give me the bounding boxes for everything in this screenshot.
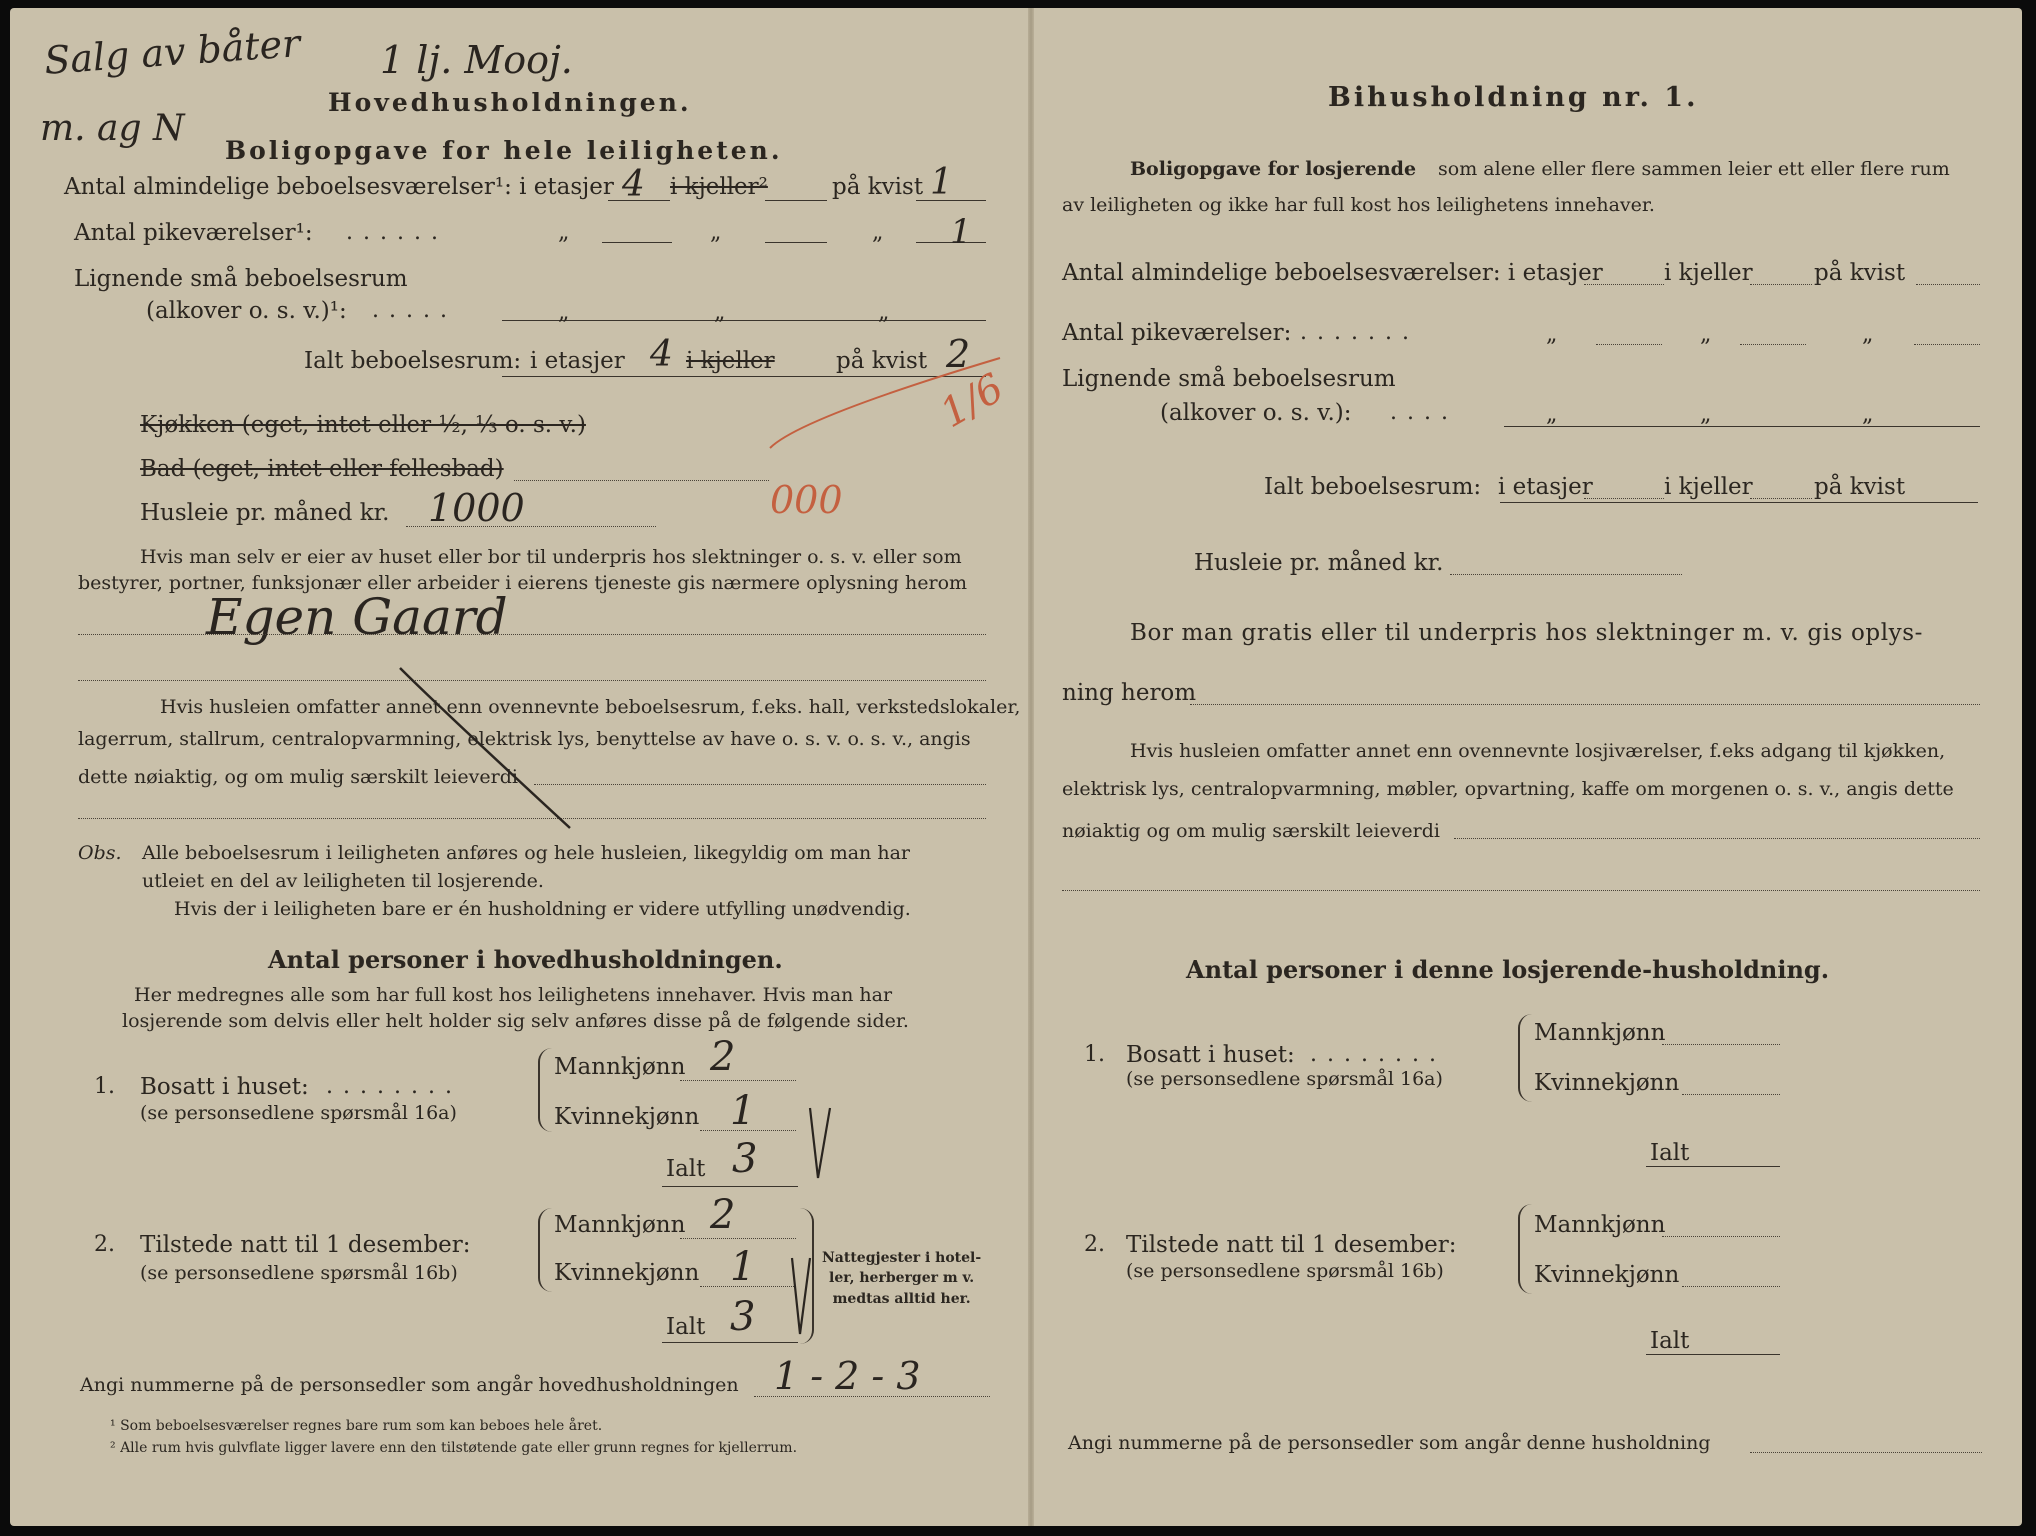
bihusholdning-title: Bihusholdning nr. 1.: [1328, 82, 1699, 113]
husleie-label: Husleie pr. måned kr.: [140, 500, 390, 526]
pen-stroke: [10, 8, 1028, 1526]
pike-label: Antal pikeværelser¹:: [74, 220, 313, 246]
ialt-label: Ialt beboelsesrum:: [304, 348, 522, 374]
form-title: Hovedhusholdningen.: [328, 88, 692, 117]
tilstede-label: Tilstede natt til 1 desember:: [140, 1232, 471, 1258]
angi-label: Angi nummerne på de personsedler som angår hovedhusholdningen: [80, 1374, 739, 1396]
margin-fraction: 1/6: [932, 364, 1012, 438]
handwritten-note: 1 lj. Mooj.: [380, 38, 573, 82]
handwritten-note: Salg av båter: [42, 21, 302, 83]
census-form-sheet: Salg av båter 1 lj. Mooj. m. ag N Hovedhusholdningen. Boligopgave for hele leiligheten. Antal almindelige beboelsesværelser¹: i etasjer 4 i kjeller² på kvist 1 Antal pikeværelser¹: ...... „ „ „ 1 Lignende små beboelsesrum (alkover o. s. v.)¹: ..... „ „ „ Ialt beboelsesrum: i etasjer 4 i kjeller på kvist 2 1/6 Kjøkken (eget, intet eller ½, ⅓ o. s. v.) Bad (eget, intet eller fellesbad) Husleie pr. måned kr. 1000 000 Hvis man selv er eier av huset eller bor til underpris hos slektninger o. s. v. eller som bestyrer, portner, funksjonær eller arbeider i eierens tjeneste gis nærmere oplysning herom Egen Gaard Hvis husleien omfatter annet enn ovennevnte beboelsesrum, f.eks. hall, verkstedslokaler, lagerrum, stallrum, centralopvarmning, elektrisk lys, benyttelse av have o. s. v. o. s. v., angis dette nøiaktig, og om mulig særskilt leieverdi Obs. Alle beboelsesrum i leiligheten anføres og hele husleien, likegyldig om man har utleiet en del av leiligheten til losjerende. Hvis der i leiligheten bare er én husholdning er videre utfylling unødvendig. Antal personer i hovedhusholdningen. Her medregnes alle som har full kost hos leilighetens innehaver. Hvis man har losjerende som delvis eller helt holder sig selv anføres disse på de følgende sider. 1. Bosatt i huset: ........ (se personsedlene spørsmål 16a) Mannkjønn 2 Kvinnekjønn 1 Ialt 3 2. Tilstede natt til 1 desember: (se personsedlene spørsmål 16b) Mannkjønn 2 Kvinnekjønn 1 Ialt 3 Nattegjester i hotel- ler, herberger m v. medtas alltid her. Angi nummerne på de personsedler som angår hovedhusholdningen 1 - 2 - 3 ¹ Som beboelsesværelser regnes bare rum som kan beboes hele året. ² Alle rum hvis gulvflate ligger lavere enn den tilstøtende gate eller grunn regnes for kjellerrum. Bihusholdning nr. 1. Boligopgave for losjerende som alene eller flere sammen leier ett eller flere rum av leiligheten og ikke har full kost hos leilighetens innehaver. Antal almindelige beboelsesværelser: i etasjer i kjeller på kvist Antal pikeværelser: ....... „ „ „ Lignende små beboelsesrum (alkover o. s. v.): .... „ „ „ Ialt beboelsesrum: i etasjer i kjeller på kvist Husleie pr. måned kr. Bor man gratis eller til underpris hos slektninger m. v. gis oplys- ning herom Hvis husleien omfatter annet enn ovennevnte losjiværelser, f.eks adgang til kjøkken, elektrisk lys, centralopvarmning, møbler, opvartning, kaffe om morgenen o. s. v., angis dette nøiaktig og om mulig særskilt leieverdi Antal personer i denne losjerende-husholdning. 1. Bosatt i huset: ........ (se personsedlene spørsmål 16a) Mannkjønn Kvinnekjønn Ialt 2. Tilstede natt til 1 desember: (se personsedlene spørsmål 16b) Mannkjønn Kvinnekjønn Ialt Angi nummerne på de personsedler som angår denne husholdning: [10, 8, 2022, 1526]
rooms-label: Antal almindelige beboelsesværelser¹: i etasjer: [64, 174, 614, 200]
handwritten-note: m. ag N: [40, 108, 185, 149]
lignende-label: Lignende små beboelsesrum: [74, 266, 408, 292]
kjeller-label: i kjeller²: [670, 174, 768, 200]
page-fold: [1028, 8, 1034, 1526]
hw-pike-kvist: 1: [950, 212, 972, 252]
hw-oplysning: Egen Gaard: [206, 588, 508, 646]
hw-husleie-red: 000: [770, 478, 843, 522]
kjokken-label: Kjøkken (eget, intet eller ½, ⅓ o. s. v.): [140, 412, 586, 438]
hw-kvist: 1: [930, 162, 953, 203]
kvist-label: på kvist: [832, 174, 924, 200]
bad-label: Bad (eget, intet eller fellesbad): [140, 456, 504, 482]
hw-etasjer: 4: [622, 164, 645, 205]
bosatt-label: Bosatt i huset:: [140, 1074, 309, 1100]
footnote-2: ² Alle rum hvis gulvflate ligger lavere enn den tilstøtende gate eller grunn regnes for kjellerrum.: [110, 1440, 798, 1456]
footnote-1: ¹ Som beboelsesværelser regnes bare rum som kan beboes hele året.: [110, 1418, 603, 1434]
nattegjester-note: Nattegjester i hotel- ler, herberger m v. medtas alltid her.: [822, 1250, 982, 1307]
persons-title: Antal personer i hovedhusholdningen.: [268, 945, 783, 974]
hw-nummerne: 1 - 2 - 3: [774, 1354, 921, 1398]
alkover-label: (alkover o. s. v.)¹:: [146, 298, 347, 324]
hw-husleie: 1000: [428, 486, 525, 530]
form-subtitle: Boligopgave for hele leiligheten.: [225, 136, 783, 165]
